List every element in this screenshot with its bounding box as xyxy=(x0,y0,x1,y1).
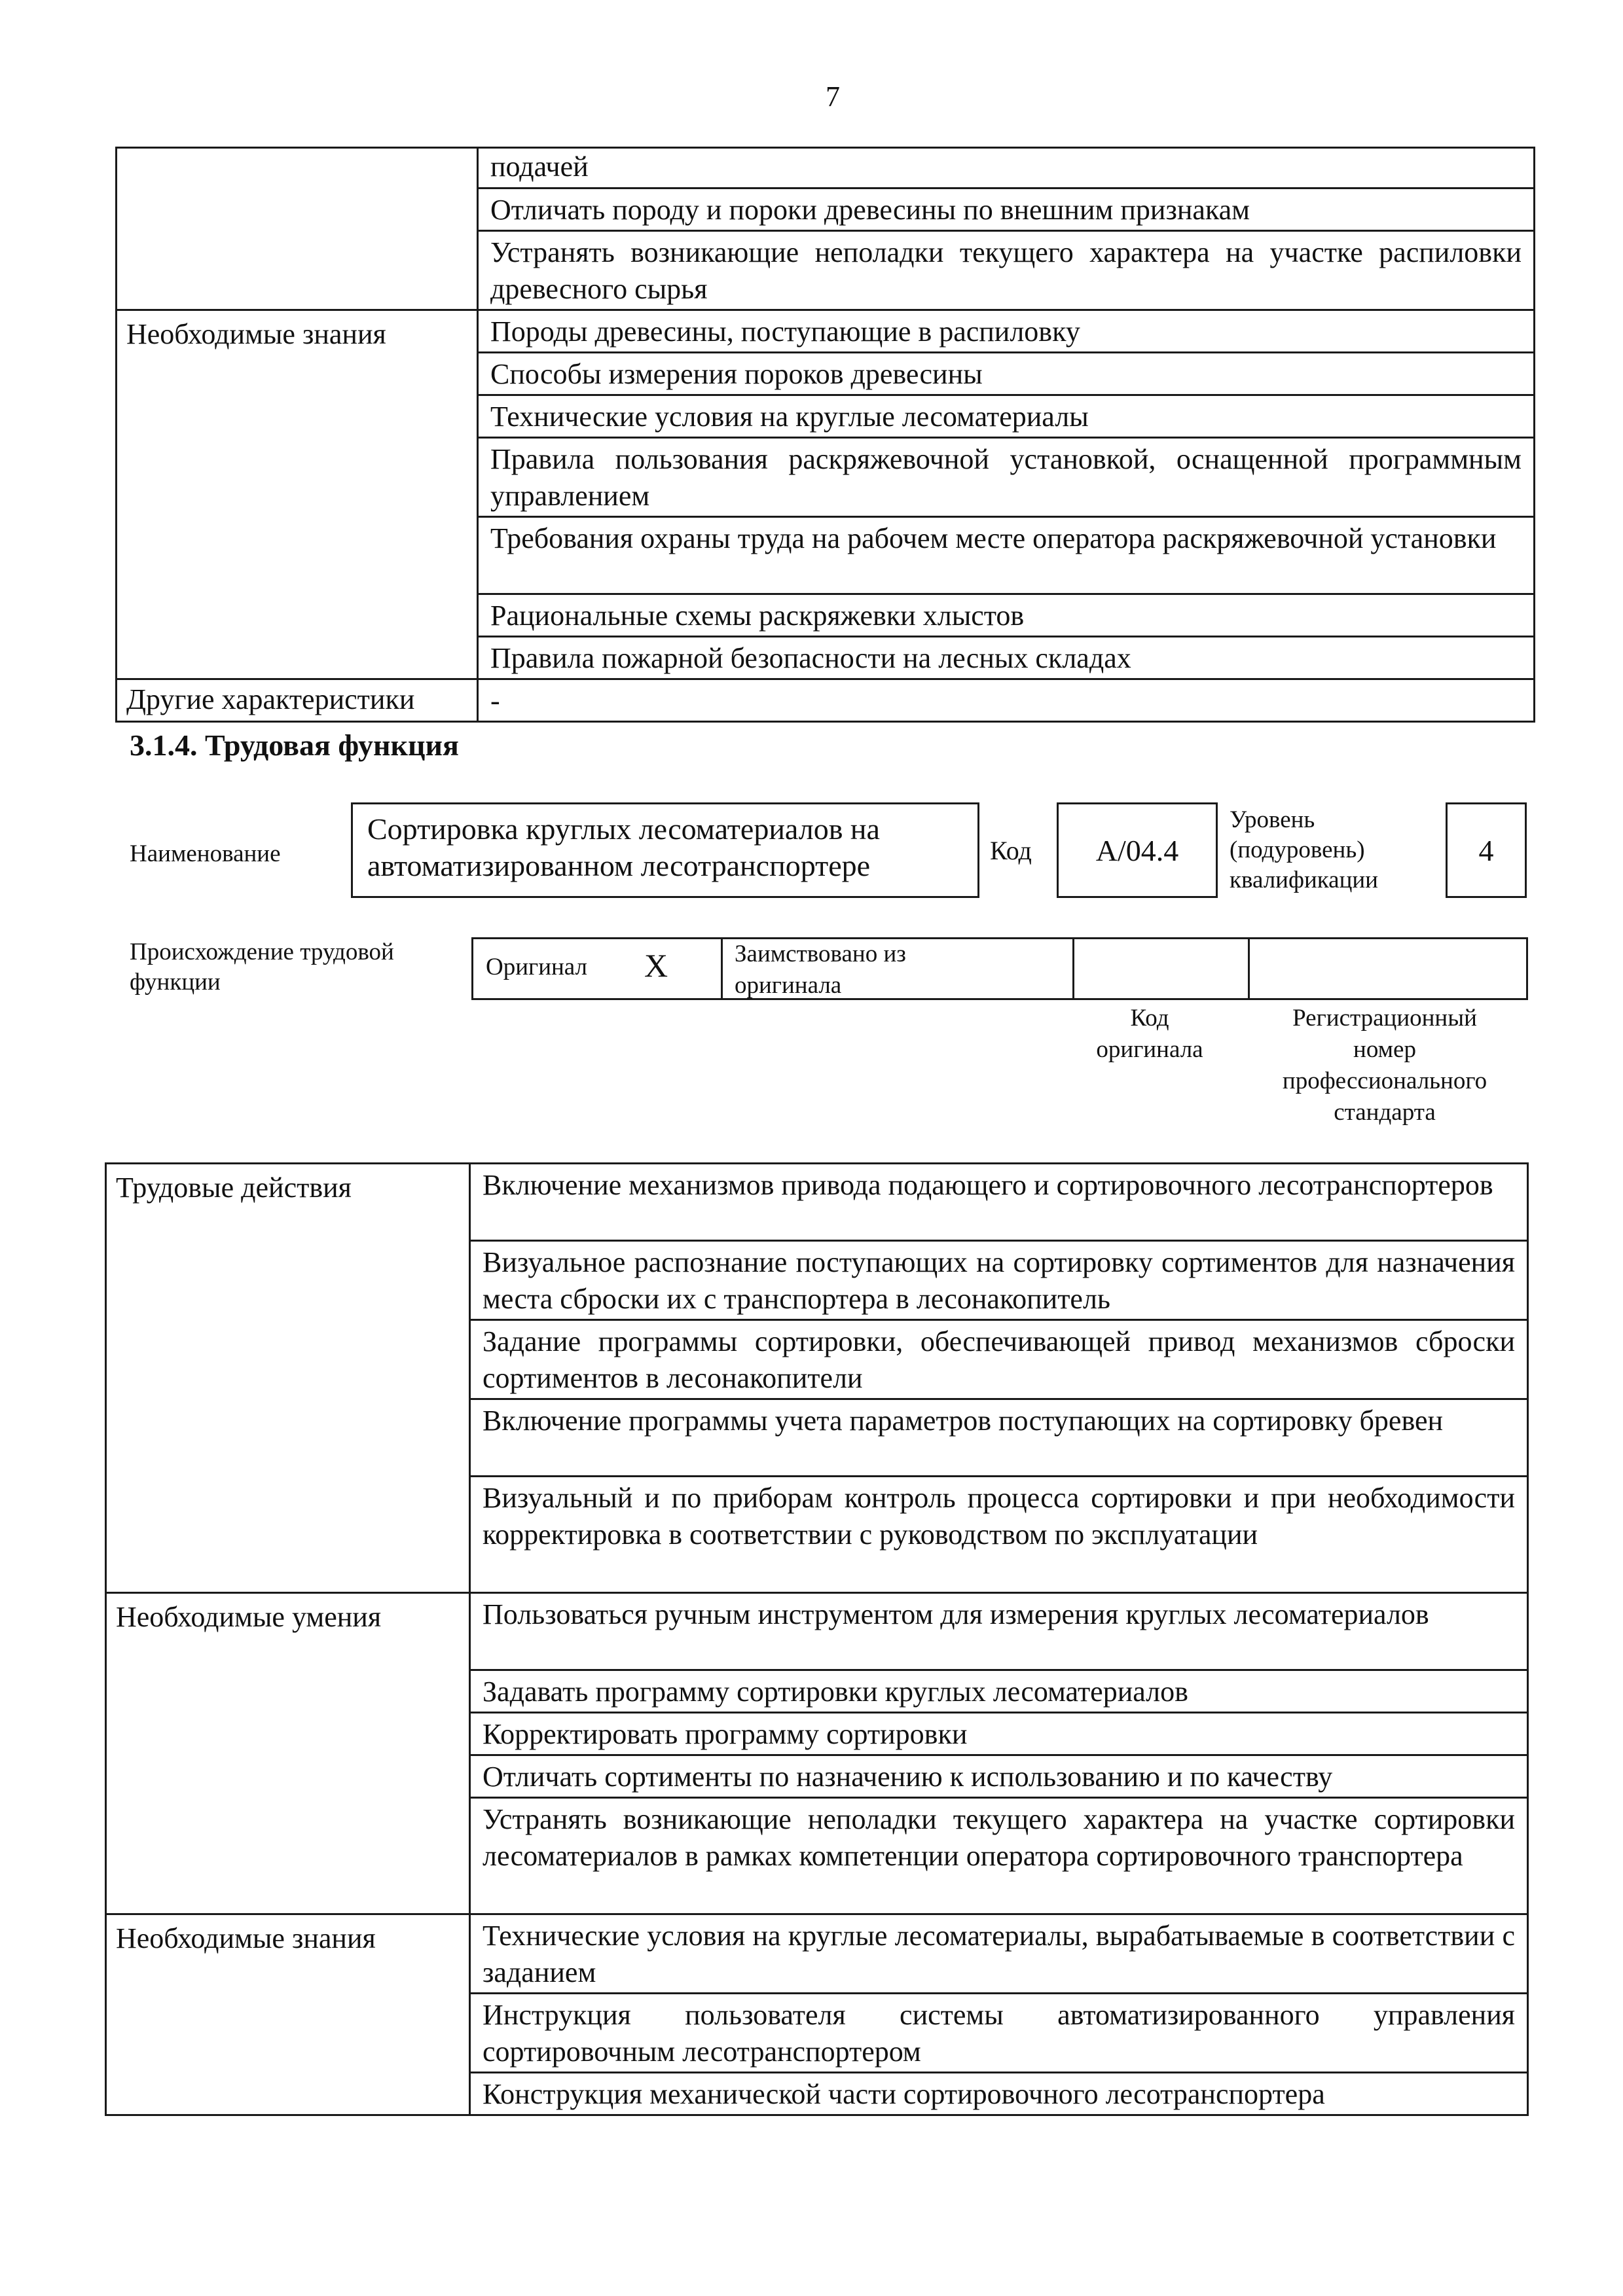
row-label xyxy=(117,148,478,310)
origin-divider xyxy=(1072,939,1074,998)
row-label-knowledge: Необходимые знания xyxy=(117,310,478,679)
level-value-box: 4 xyxy=(1446,802,1527,898)
function-name-box: Сортировка круглых лесоматериалов на автоматизированном лесотранспортере xyxy=(351,802,979,898)
origin-divider xyxy=(721,939,723,998)
requirements-table-continued xyxy=(115,147,1535,723)
labor-function-table xyxy=(105,1162,1529,2116)
list-item: Технические условия на круглые лесоматериалы, вырабатываемые в соответствии с заданием xyxy=(470,1914,1528,1994)
function-code-box: А/04.4 xyxy=(1057,802,1218,898)
list-item: Требования охраны труда на рабочем месте оператора раскряжевочной установки xyxy=(478,517,1535,594)
list-item: Инструкция пользователя системы автоматизированного управления сортировочным лесотранспортером xyxy=(470,1994,1528,2073)
origin-divider xyxy=(1248,939,1250,998)
row-label-actions: Трудовые действия xyxy=(106,1164,470,1593)
list-item: Задавать программу сортировки круглых лесоматериалов xyxy=(470,1670,1528,1713)
page-number: 7 xyxy=(826,81,840,113)
list-item: Задание программы сортировки, обеспечивающей привод механизмов сброски сортиментов в лесонакопители xyxy=(470,1320,1528,1399)
origin-borrowed-label: Заимствовано из оригинала xyxy=(735,941,906,999)
origin-original-label: Оригинал xyxy=(486,954,588,980)
list-item: Визуальный и по приборам контроль процесса сортировки и при необходимости корректировка в соответствии с руководством по эксплуатации xyxy=(470,1477,1528,1593)
list-item: Отличать сортименты по назначению к использованию и по качеству xyxy=(470,1755,1528,1798)
list-item: Устранять возникающие неполадки текущего характера на участке распиловки древесного сырья xyxy=(478,231,1535,310)
list-item: Правила пользования раскряжевочной установкой, оснащенной программным управлением xyxy=(478,438,1535,517)
row-label-other: Другие характеристики xyxy=(117,679,478,722)
list-item: Способы измерения пороков древесины xyxy=(478,353,1535,395)
list-item: Отличать породу и пороки древесины по внешним признакам xyxy=(478,188,1535,231)
section-heading: 3.1.4. Трудовая функция xyxy=(130,728,459,762)
list-item: Пользоваться ручным инструментом для измерения круглых лесоматериалов xyxy=(470,1593,1528,1670)
list-item: Устранять возникающие неполадки текущего характера на участке сортировки лесоматериалов в рамках компетенции оператора сортировочного транспортера xyxy=(470,1798,1528,1914)
list-item: Правила пожарной безопасности на лесных складах xyxy=(478,637,1535,679)
list-item: - xyxy=(478,679,1535,722)
row-label-knowledge: Необходимые знания xyxy=(106,1914,470,2115)
list-item: Визуальное распознание поступающих на сортировку сортиментов для назначения места сброски их с транспортера в лесонакопитель xyxy=(470,1241,1528,1320)
origin-label: Происхождение трудовой функции xyxy=(130,939,394,996)
caption-code-original: Код оригинала xyxy=(1096,1005,1203,1063)
origin-box xyxy=(471,937,1528,1000)
list-item: Породы древесины, поступающие в распиловку xyxy=(478,310,1535,353)
list-item: Рациональные схемы раскряжевки хлыстов xyxy=(478,594,1535,637)
list-item: Включение программы учета параметров поступающих на сортировку бревен xyxy=(470,1399,1528,1477)
name-label: Наименование xyxy=(130,840,281,867)
list-item: подачей xyxy=(478,148,1535,188)
list-item: Конструкция механической части сортировочного лесотранспортера xyxy=(470,2073,1528,2115)
list-item: Технические условия на круглые лесоматериалы xyxy=(478,395,1535,438)
code-label: Код xyxy=(990,836,1032,865)
row-label-skills: Необходимые умения xyxy=(106,1593,470,1914)
origin-mark: X xyxy=(644,947,668,984)
caption-registration-number: Регистрационный номер профессионального стандарта xyxy=(1282,1005,1487,1126)
list-item: Корректировать программу сортировки xyxy=(470,1713,1528,1755)
list-item: Включение механизмов привода подающего и сортировочного лесотранспортеров xyxy=(470,1164,1528,1241)
level-label: Уровень (подуровень) квалификации xyxy=(1230,806,1378,893)
